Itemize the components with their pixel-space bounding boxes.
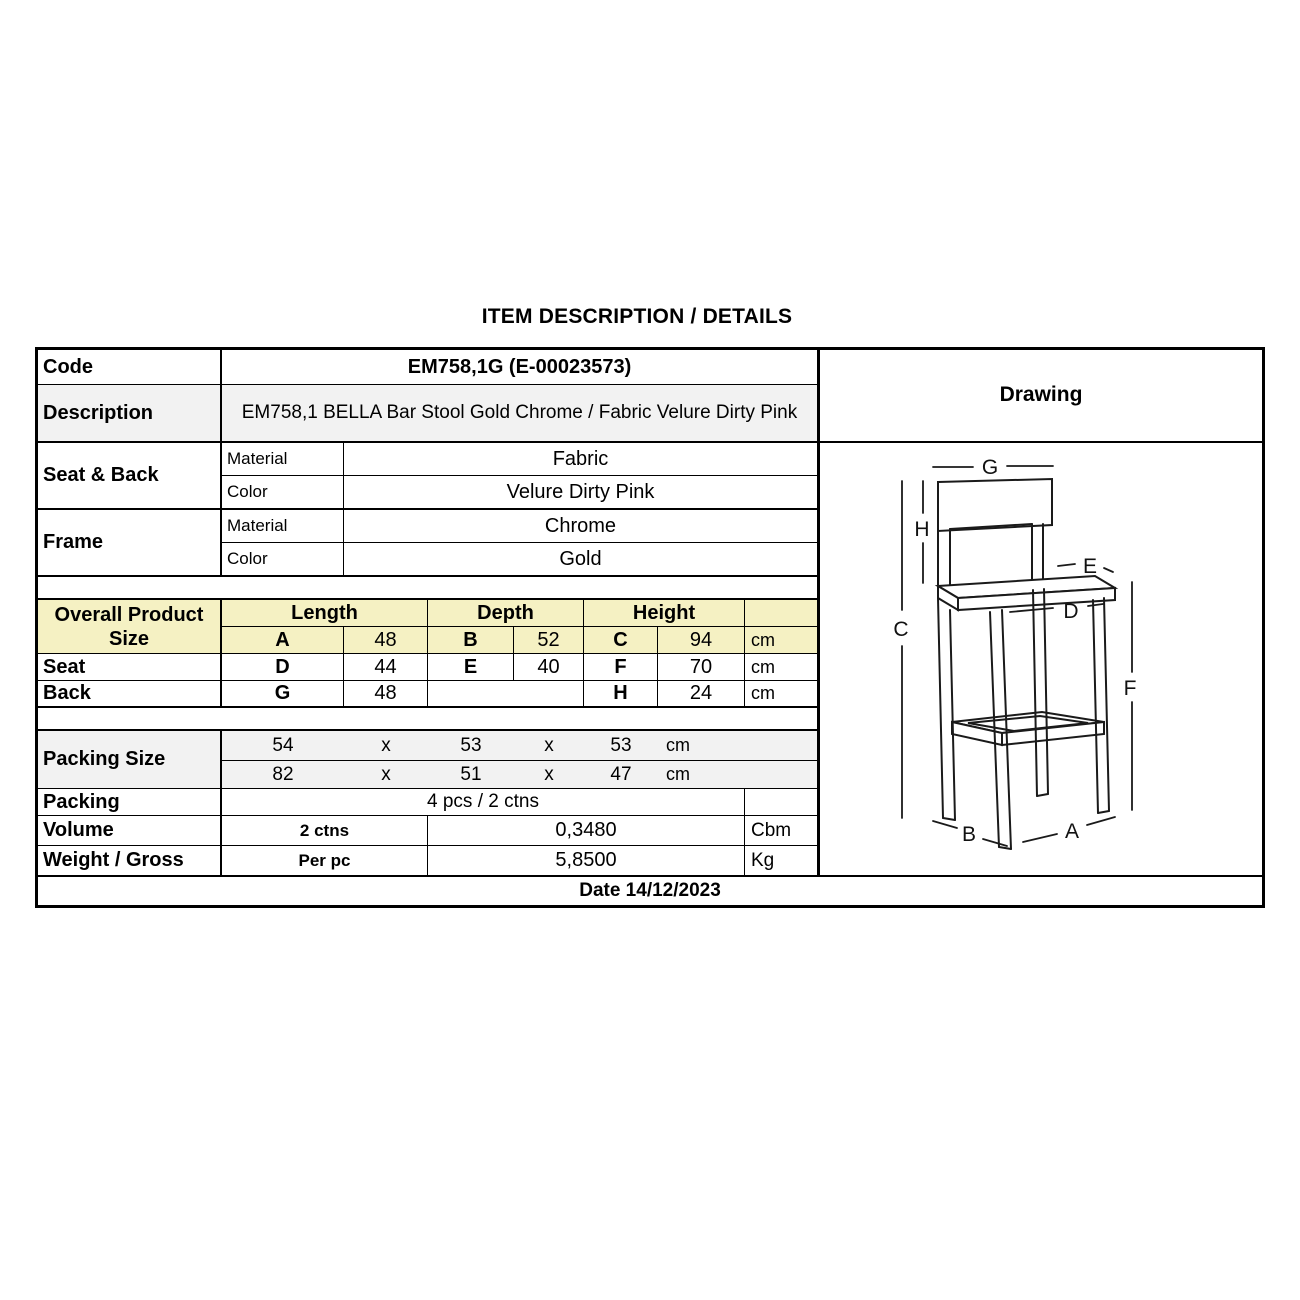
size-header-height: Height [584,600,745,627]
seat-height-value: 70 [658,654,745,681]
packing-size-row1 [222,731,820,761]
overall-height-key: C [584,627,658,654]
spec-table [35,347,1265,908]
dim-label-a: A [1064,820,1080,843]
page-title: ITEM DESCRIPTION / DETAILS [481,305,793,328]
seat-length-value: 44 [344,654,428,681]
weight-value: 5,8500 [428,846,745,877]
back-height-key: H [584,681,658,708]
seat-length-key: D [222,654,344,681]
size-section-label-line1: Overall Product [54,603,204,626]
drawing-area [820,443,1262,877]
dim-label-b: B [961,823,977,846]
description-value: EM758,1 BELLA Bar Stool Gold Chrome / Fabric Velure Dirty Pink [222,385,820,443]
packing-size-unit: cm [666,764,690,785]
seat-unit: cm [745,654,820,681]
size-section-label-line2: Size [108,627,150,650]
packing-size-value: 53 [460,734,482,756]
packing-value: 4 pcs / 2 ctns [222,789,745,816]
packing-size-x: x [381,763,391,785]
spacer-row [38,577,820,600]
size-header-length: Length [222,600,428,627]
volume-label: Volume [38,816,222,846]
packing-size-row2 [222,761,820,789]
packing-size-value: 51 [460,763,482,785]
overall-depth-value: 52 [514,627,584,654]
packing-size-x: x [544,734,554,756]
weight-qualifier: Per pc [222,846,428,877]
spacer-row [38,708,820,731]
stool-drawing [820,443,1262,873]
frame-label: Frame [38,510,222,577]
back-depth-empty [428,681,584,708]
description-label: Description [38,385,222,443]
back-length-value: 48 [344,681,428,708]
packing-size-value: 53 [610,734,632,756]
seat-back-label: Seat & Back [38,443,222,510]
overall-length-key: A [222,627,344,654]
overall-unit: cm [745,627,820,654]
packing-size-row2-grid [222,761,817,788]
dim-label-e: E [1082,555,1098,578]
seat-back-color-label: Color [222,476,344,510]
frame-material-value: Chrome [344,510,820,543]
size-header-empty [745,600,820,627]
seat-depth-value: 40 [514,654,584,681]
volume-qualifier: 2 ctns [222,816,428,846]
volume-unit: Cbm [745,816,820,846]
seat-back-color-value: Velure Dirty Pink [344,476,820,510]
dim-label-f: F [1123,677,1137,700]
overall-height-value: 94 [658,627,745,654]
back-length-key: G [222,681,344,708]
packing-size-value: 54 [272,734,294,756]
code-value: EM758,1G (E-00023573) [222,350,820,385]
volume-value: 0,3480 [428,816,745,846]
weight-unit: Kg [745,846,820,877]
size-header-depth: Depth [428,600,584,627]
dim-label-d: D [1063,600,1079,623]
back-unit: cm [745,681,820,708]
drawing-header: Drawing [820,350,1262,443]
seat-back-material-label: Material [222,443,344,476]
frame-material-label: Material [222,510,344,543]
frame-color-label: Color [222,543,344,577]
seat-height-key: F [584,654,658,681]
packing-empty [745,789,820,816]
packing-size-x: x [544,763,554,785]
packing-size-x: x [381,734,391,756]
packing-size-row1-grid [222,731,817,760]
frame-color-value: Gold [344,543,820,577]
date-row: Date 14/12/2023 [579,880,721,902]
overall-length-value: 48 [344,627,428,654]
dim-label-h: H [914,518,930,541]
packing-size-value: 47 [610,763,632,785]
overall-depth-key: B [428,627,514,654]
dim-label-g: G [981,456,999,479]
seat-row-label: Seat [38,654,222,681]
packing-size-label: Packing Size [38,731,222,789]
seat-depth-key: E [428,654,514,681]
weight-label: Weight / Gross [38,846,222,877]
code-label: Code [38,350,222,385]
seat-back-material-value: Fabric [344,443,820,476]
back-row-label: Back [38,681,222,708]
size-section-label [38,600,222,654]
packing-size-value: 82 [272,763,294,785]
back-height-value: 24 [658,681,745,708]
packing-label: Packing [38,789,222,816]
packing-size-unit: cm [666,735,690,756]
dim-label-c: C [893,618,909,641]
